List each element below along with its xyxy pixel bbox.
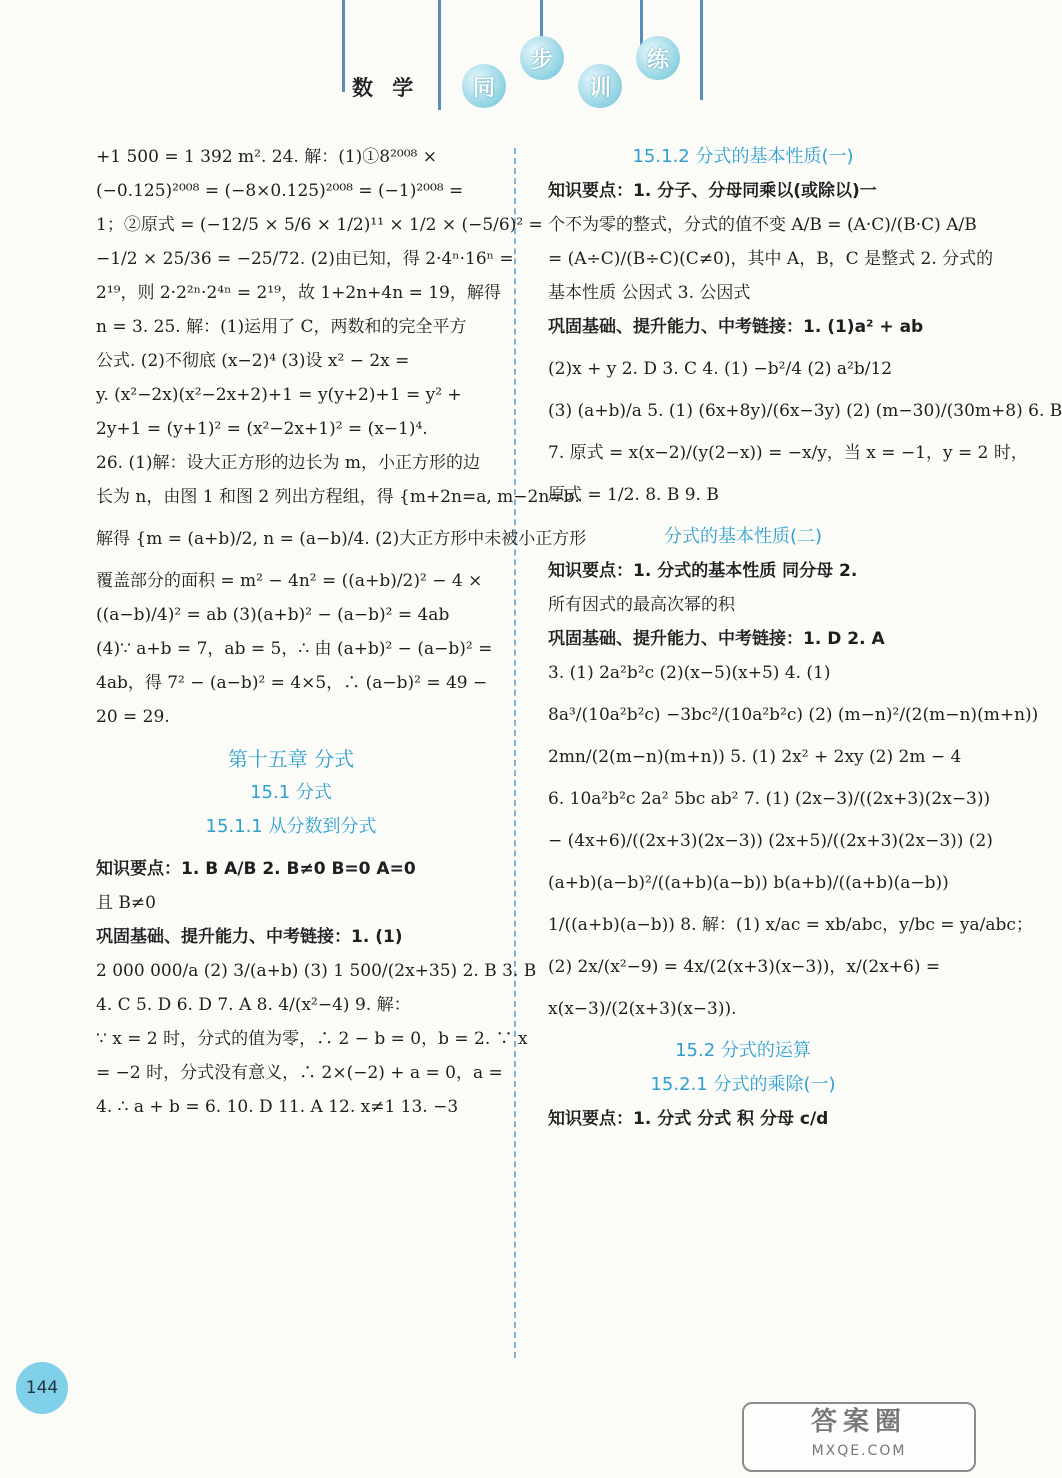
text-line: 4. ∴ a + b = 6. 10. D 11. A 12. x≠1 13. −3	[96, 1097, 459, 1117]
page-header	[0, 0, 1000, 120]
section-heading: 15.2.1 分式的乘除(一)	[650, 1074, 836, 1095]
text-line: (2)x + y 2. D 3. C 4. (1) −b²/4 (2) a²b/12	[548, 359, 893, 379]
text-line: 6. 10a²b²c 2a² 5bc ab² 7. (1) (2x−3)/((2x+3)(2x−3))	[548, 789, 991, 809]
text-line: 原式 = 1/2. 8. B 9. B	[548, 485, 719, 505]
watermark-text: 答案圈	[810, 1407, 907, 1437]
text-line: ∵ x = 2 时，分式的值为零，∴ 2 − b = 0，b = 2. ∵ x	[96, 1029, 528, 1049]
text-line: = (A÷C)/(B÷C)(C≠0)，其中 A，B，C 是整式 2. 分式的	[548, 249, 994, 269]
text-line: 知识要点：1. 分子、分母同乘以(或除以)一	[548, 181, 877, 201]
text-line: 覆盖部分的面积 = m² − 4n² = ((a+b)/2)² − 4 ×	[96, 571, 483, 591]
text-line: 3. (1) 2a²b²c (2)(x−5)(x+5) 4. (1)	[548, 663, 831, 683]
text-line: 且 B≠0	[96, 893, 156, 913]
chapter-title: 第十五章 分式	[227, 747, 355, 771]
text-line: ((a−b)/4)² = ab (3)(a+b)² − (a−b)² = 4ab	[96, 605, 450, 625]
header-line	[342, 0, 345, 92]
text-line: 巩固基础、提升能力、中考链接：1. (1)a² + ab	[548, 317, 924, 337]
text-line: 2 000 000/a (2) 3/(a+b) (3) 1 500/(2x+35) 2. B 3. B	[96, 961, 537, 981]
text-line: n = 3. 25. 解：(1)运用了 C，两数和的完全平方	[96, 317, 467, 337]
header-bubble: 训	[578, 64, 622, 108]
text-line: 20 = 29.	[96, 707, 170, 727]
text-line: −1/2 × 25/36 = −25/72. (2)由已知，得 2·4ⁿ·16ⁿ =	[96, 249, 514, 269]
header-bubble: 练	[636, 36, 680, 80]
header-bubble: 同	[462, 64, 506, 108]
text-line: 1/((a+b)(a−b)) 8. 解：(1) x/ac = xb/abc，y/bc = ya/abc；	[548, 915, 1033, 935]
right-column	[548, 140, 1062, 1136]
text-line: − (4x+6)/((2x+3)(2x−3)) (2x+5)/((2x+3)(2x−3)) (2)	[548, 831, 993, 851]
section-heading: 分式的基本性质(二)	[663, 526, 823, 547]
text-line: 2¹⁹，则 2·2²ⁿ·2⁴ⁿ = 2¹⁹，故 1+2n+4n = 19，解得	[96, 283, 501, 303]
text-line: x(x−3)/(2(x+3)(x−3)).	[548, 999, 737, 1019]
subject-title: 数 学	[352, 76, 420, 100]
text-line: 7. 原式 = x(x−2)/(y(2−x)) = −x/y，当 x = −1，y = 2 时，	[548, 443, 1028, 463]
text-line: 4ab，得 7² − (a−b)² = 4×5，∴ (a−b)² = 49 −	[96, 673, 488, 693]
text-line: (−0.125)²⁰⁰⁸ = (−8×0.125)²⁰⁰⁸ = (−1)²⁰⁰⁸ =	[96, 181, 464, 201]
text-line: 26. (1)解：设大正方形的边长为 m，小正方形的边	[96, 453, 481, 473]
text-line: y. (x²−2x)(x²−2x+2)+1 = y(y+2)+1 = y² +	[96, 385, 462, 405]
left-column	[96, 140, 587, 1124]
section-heading: 15.1.1 从分数到分式	[205, 816, 377, 837]
text-line: 所有因式的最高次幂的积	[548, 595, 735, 615]
text-line: 基本性质 公因式 3. 公因式	[548, 283, 751, 303]
watermark-url: MXQE.COM	[811, 1443, 907, 1459]
text-line: (2) 2x/(x²−9) = 4x/(2(x+3)(x−3))，x/(2x+6) =	[548, 957, 941, 977]
text-line: 个不为零的整式，分式的值不变 A/B = (A·C)/(B·C) A/B	[548, 215, 977, 235]
text-line: (4)∵ a+b = 7，ab = 5，∴ 由 (a+b)² − (a−b)² =	[96, 639, 493, 659]
watermark-logo	[742, 1402, 976, 1472]
header-line	[438, 0, 441, 110]
text-line: 知识要点：1. B A/B 2. B≠0 B=0 A=0	[96, 859, 416, 879]
text-line: 长为 n，由图 1 和图 2 列出方程组，得 {m+2n=a, m−2n=b.	[96, 487, 580, 507]
text-line: 巩固基础、提升能力、中考链接：1. (1)	[96, 927, 403, 947]
text-line: 公式. (2)不彻底 (x−2)⁴ (3)设 x² − 2x =	[96, 351, 410, 371]
text-line: 知识要点：1. 分式的基本性质 同分母 2.	[548, 561, 858, 581]
page-number: 144	[16, 1362, 68, 1414]
text-line: (a+b)(a−b)²/((a+b)(a−b)) b(a+b)/((a+b)(a−b))	[548, 873, 949, 893]
text-line: 巩固基础、提升能力、中考链接：1. D 2. A	[548, 629, 885, 649]
section-heading: 15.1.2 分式的基本性质(一)	[632, 146, 854, 167]
text-line: 4. C 5. D 6. D 7. A 8. 4/(x²−4) 9. 解：	[96, 995, 411, 1015]
section-heading: 15.2 分式的运算	[675, 1040, 811, 1061]
text-line: 知识要点：1. 分式 分式 积 分母 c/d	[548, 1109, 829, 1129]
header-line	[700, 0, 703, 100]
header-bubble: 步	[520, 36, 564, 80]
text-line: = −2 时，分式没有意义，∴ 2×(−2) + a = 0，a =	[96, 1063, 503, 1083]
text-line: +1 500 = 1 392 m². 24. 解：(1)①8²⁰⁰⁸ ×	[96, 147, 438, 167]
text-line: 8a³/(10a²b²c) −3bc²/(10a²b²c) (2) (m−n)²/(2(m−n)(m+n))	[548, 705, 1039, 725]
text-line: (3) (a+b)/a 5. (1) (6x+8y)/(6x−3y) (2) (m−30)/(30m+8) 6. B	[548, 401, 1062, 421]
text-line: 2y+1 = (y+1)² = (x²−2x+1)² = (x−1)⁴.	[96, 419, 428, 439]
text-line: 解得 {m = (a+b)/2, n = (a−b)/4. (2)大正方形中未被小正方形	[96, 529, 587, 549]
text-line: 2mn/(2(m−n)(m+n)) 5. (1) 2x² + 2xy (2) 2m − 4	[548, 747, 962, 767]
text-line: 1；②原式 = (−12/5 × 5/6 × 1/2)¹¹ × 1/2 × (−5/6)² =	[96, 215, 543, 235]
column-divider	[514, 148, 516, 1358]
section-heading: 15.1 分式	[250, 782, 332, 803]
